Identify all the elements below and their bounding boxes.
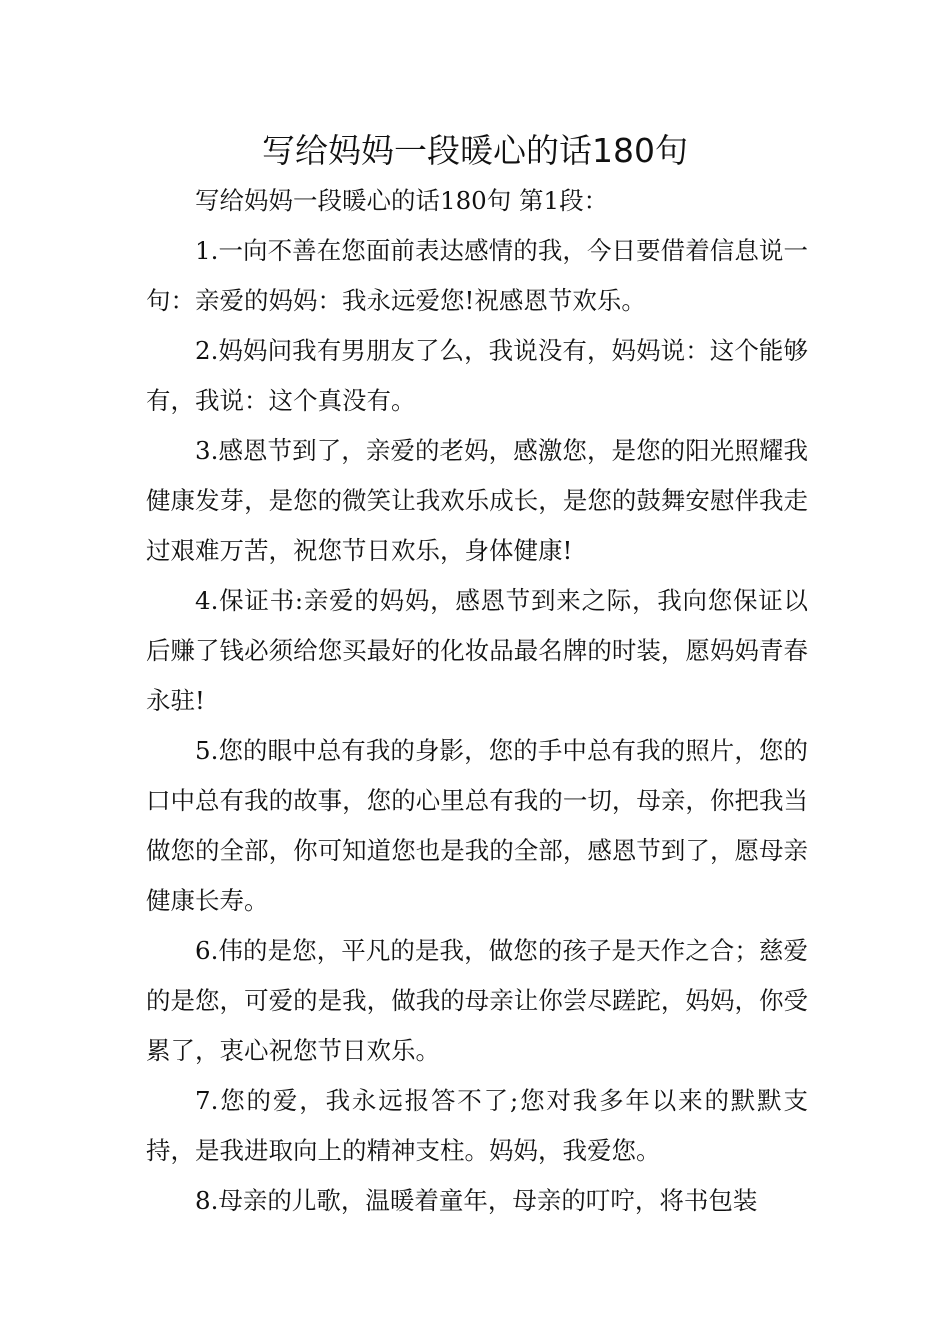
document-body <box>146 176 808 1226</box>
paragraph-5: 5.您的眼中总有我的身影，您的手中总有我的照片，您的口中总有我的故事，您的心里总有我的一切，母亲，你把我当做您的全部，你可知道您也是我的全部，感恩节到了，愿母亲健康长寿。 <box>146 736 808 915</box>
paragraph-2: 2.妈妈问我有男朋友了么，我说没有，妈妈说：这个能够有，我说：这个真没有。 <box>146 336 808 415</box>
paragraph-7: 7.您的爱，我永远报答不了;您对我多年以来的默默支持，是我进取向上的精神支柱。妈妈，我爱您。 <box>146 1086 808 1165</box>
paragraph-4: 4.保证书:亲爱的妈妈，感恩节到来之际，我向您保证以后赚了钱必须给您买最好的化妆品最名牌的时装，愿妈妈青春永驻! <box>146 586 808 715</box>
document-title: 写给妈妈一段暖心的话180句 <box>262 131 688 170</box>
paragraph-8: 8.母亲的儿歌，温暖着童年，母亲的叮咛，将书包装 <box>195 1186 758 1215</box>
section-heading: 写给妈妈一段暖心的话180句 第1段： <box>195 186 609 215</box>
paragraph-6: 6.伟的是您，平凡的是我，做您的孩子是天作之合；慈爱的是您，可爱的是我，做我的母亲让你尝尽蹉跎，妈妈，你受累了，衷心祝您节日欢乐。 <box>146 936 808 1065</box>
paragraph-3: 3.感恩节到了，亲爱的老妈，感激您，是您的阳光照耀我健康发芽，是您的微笑让我欢乐成长，是您的鼓舞安慰伴我走过艰难万苦，祝您节日欢乐，身体健康! <box>146 436 808 565</box>
paragraph-1: 1.一向不善在您面前表达感情的我，今日要借着信息说一句：亲爱的妈妈：我永远爱您!祝感恩节欢乐。 <box>146 236 808 315</box>
